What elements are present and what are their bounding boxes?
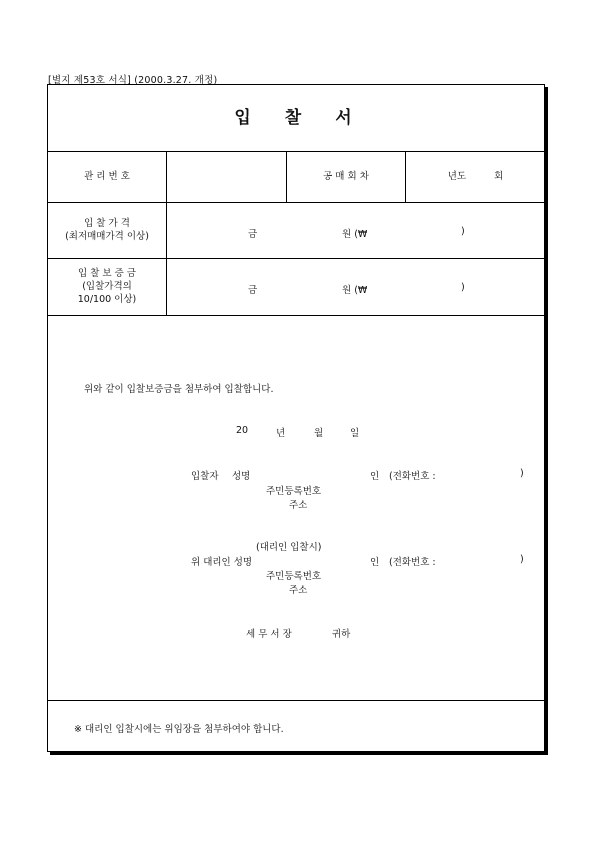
bidder-id-label: 주민등록번호 xyxy=(266,486,322,497)
title-char-3: 서 xyxy=(335,107,358,128)
auction-round-field[interactable] xyxy=(406,151,545,202)
bidder-seal: 인 xyxy=(370,471,380,482)
rule xyxy=(48,700,544,701)
date-day-unit: 일 xyxy=(350,428,360,439)
bid-deposit-close: ) xyxy=(461,282,465,293)
bidder-phone-label: (전화번호 : xyxy=(389,471,436,482)
bid-deposit-label-line3: 10/100 이상) xyxy=(77,294,137,305)
bid-deposit-won: 원 (₩ xyxy=(342,285,368,296)
rule xyxy=(48,315,544,316)
bid-price-prefix: 금 xyxy=(248,229,258,240)
bid-price-close: ) xyxy=(461,226,465,237)
tax-office-head: 세 무 서 장 xyxy=(246,629,292,640)
bid-price-label xyxy=(48,202,166,258)
bid-price-won: 원 (₩ xyxy=(342,229,368,240)
title-char-2: 찰 xyxy=(284,107,308,128)
date-year-unit: 년 xyxy=(276,428,286,439)
management-number-field[interactable] xyxy=(167,151,286,202)
date-month-unit: 월 xyxy=(314,428,324,439)
title-char-1: 입 xyxy=(234,107,257,128)
bid-price-label-line2: (최저매매가격 이상) xyxy=(65,231,149,242)
agent-id-label: 주민등록번호 xyxy=(266,571,322,582)
bidder-label: 입찰자 xyxy=(191,471,219,482)
agent-seal: 인 xyxy=(370,557,380,568)
agent-address-label: 주소 xyxy=(289,585,308,596)
bid-statement: 위와 같이 입찰보증금을 첨부하여 입찰합니다. xyxy=(84,384,274,395)
auction-year-unit: 년도 xyxy=(447,171,467,182)
form-title xyxy=(48,85,544,151)
bid-deposit-label-line1: 입 찰 보 증 금 xyxy=(78,268,136,279)
bidder-name-label: 성명 xyxy=(232,471,251,482)
bid-price-label-line1: 입 찰 가 격 xyxy=(84,218,130,229)
bidder-address-label: 주소 xyxy=(289,500,308,511)
bid-deposit-prefix: 금 xyxy=(248,285,258,296)
management-number-label: 관 리 번 호 xyxy=(84,171,130,182)
bid-form xyxy=(47,84,545,752)
bidder-phone-close: ) xyxy=(520,468,524,479)
auction-count-unit: 회 xyxy=(494,171,504,182)
agent-name-label: 위 대리인 성명 xyxy=(191,557,253,568)
bid-deposit-label xyxy=(48,258,166,315)
date-century: 20 xyxy=(236,425,249,436)
agent-phone-label: (전화번호 : xyxy=(389,557,436,568)
agent-heading: (대리인 입찰시) xyxy=(256,542,322,553)
bid-deposit-label-line2: (입찰가격의 xyxy=(82,281,132,292)
form-caption: [별지 제53호 서식] (2000.3.27. 개정) xyxy=(48,75,218,86)
footnote: ※ 대리인 입찰시에는 위임장을 첨부하여야 합니다. xyxy=(74,724,284,735)
agent-phone-close: ) xyxy=(520,554,524,565)
recipient-honorific: 귀하 xyxy=(332,629,351,640)
auction-round-label: 공 매 회 차 xyxy=(323,171,369,182)
